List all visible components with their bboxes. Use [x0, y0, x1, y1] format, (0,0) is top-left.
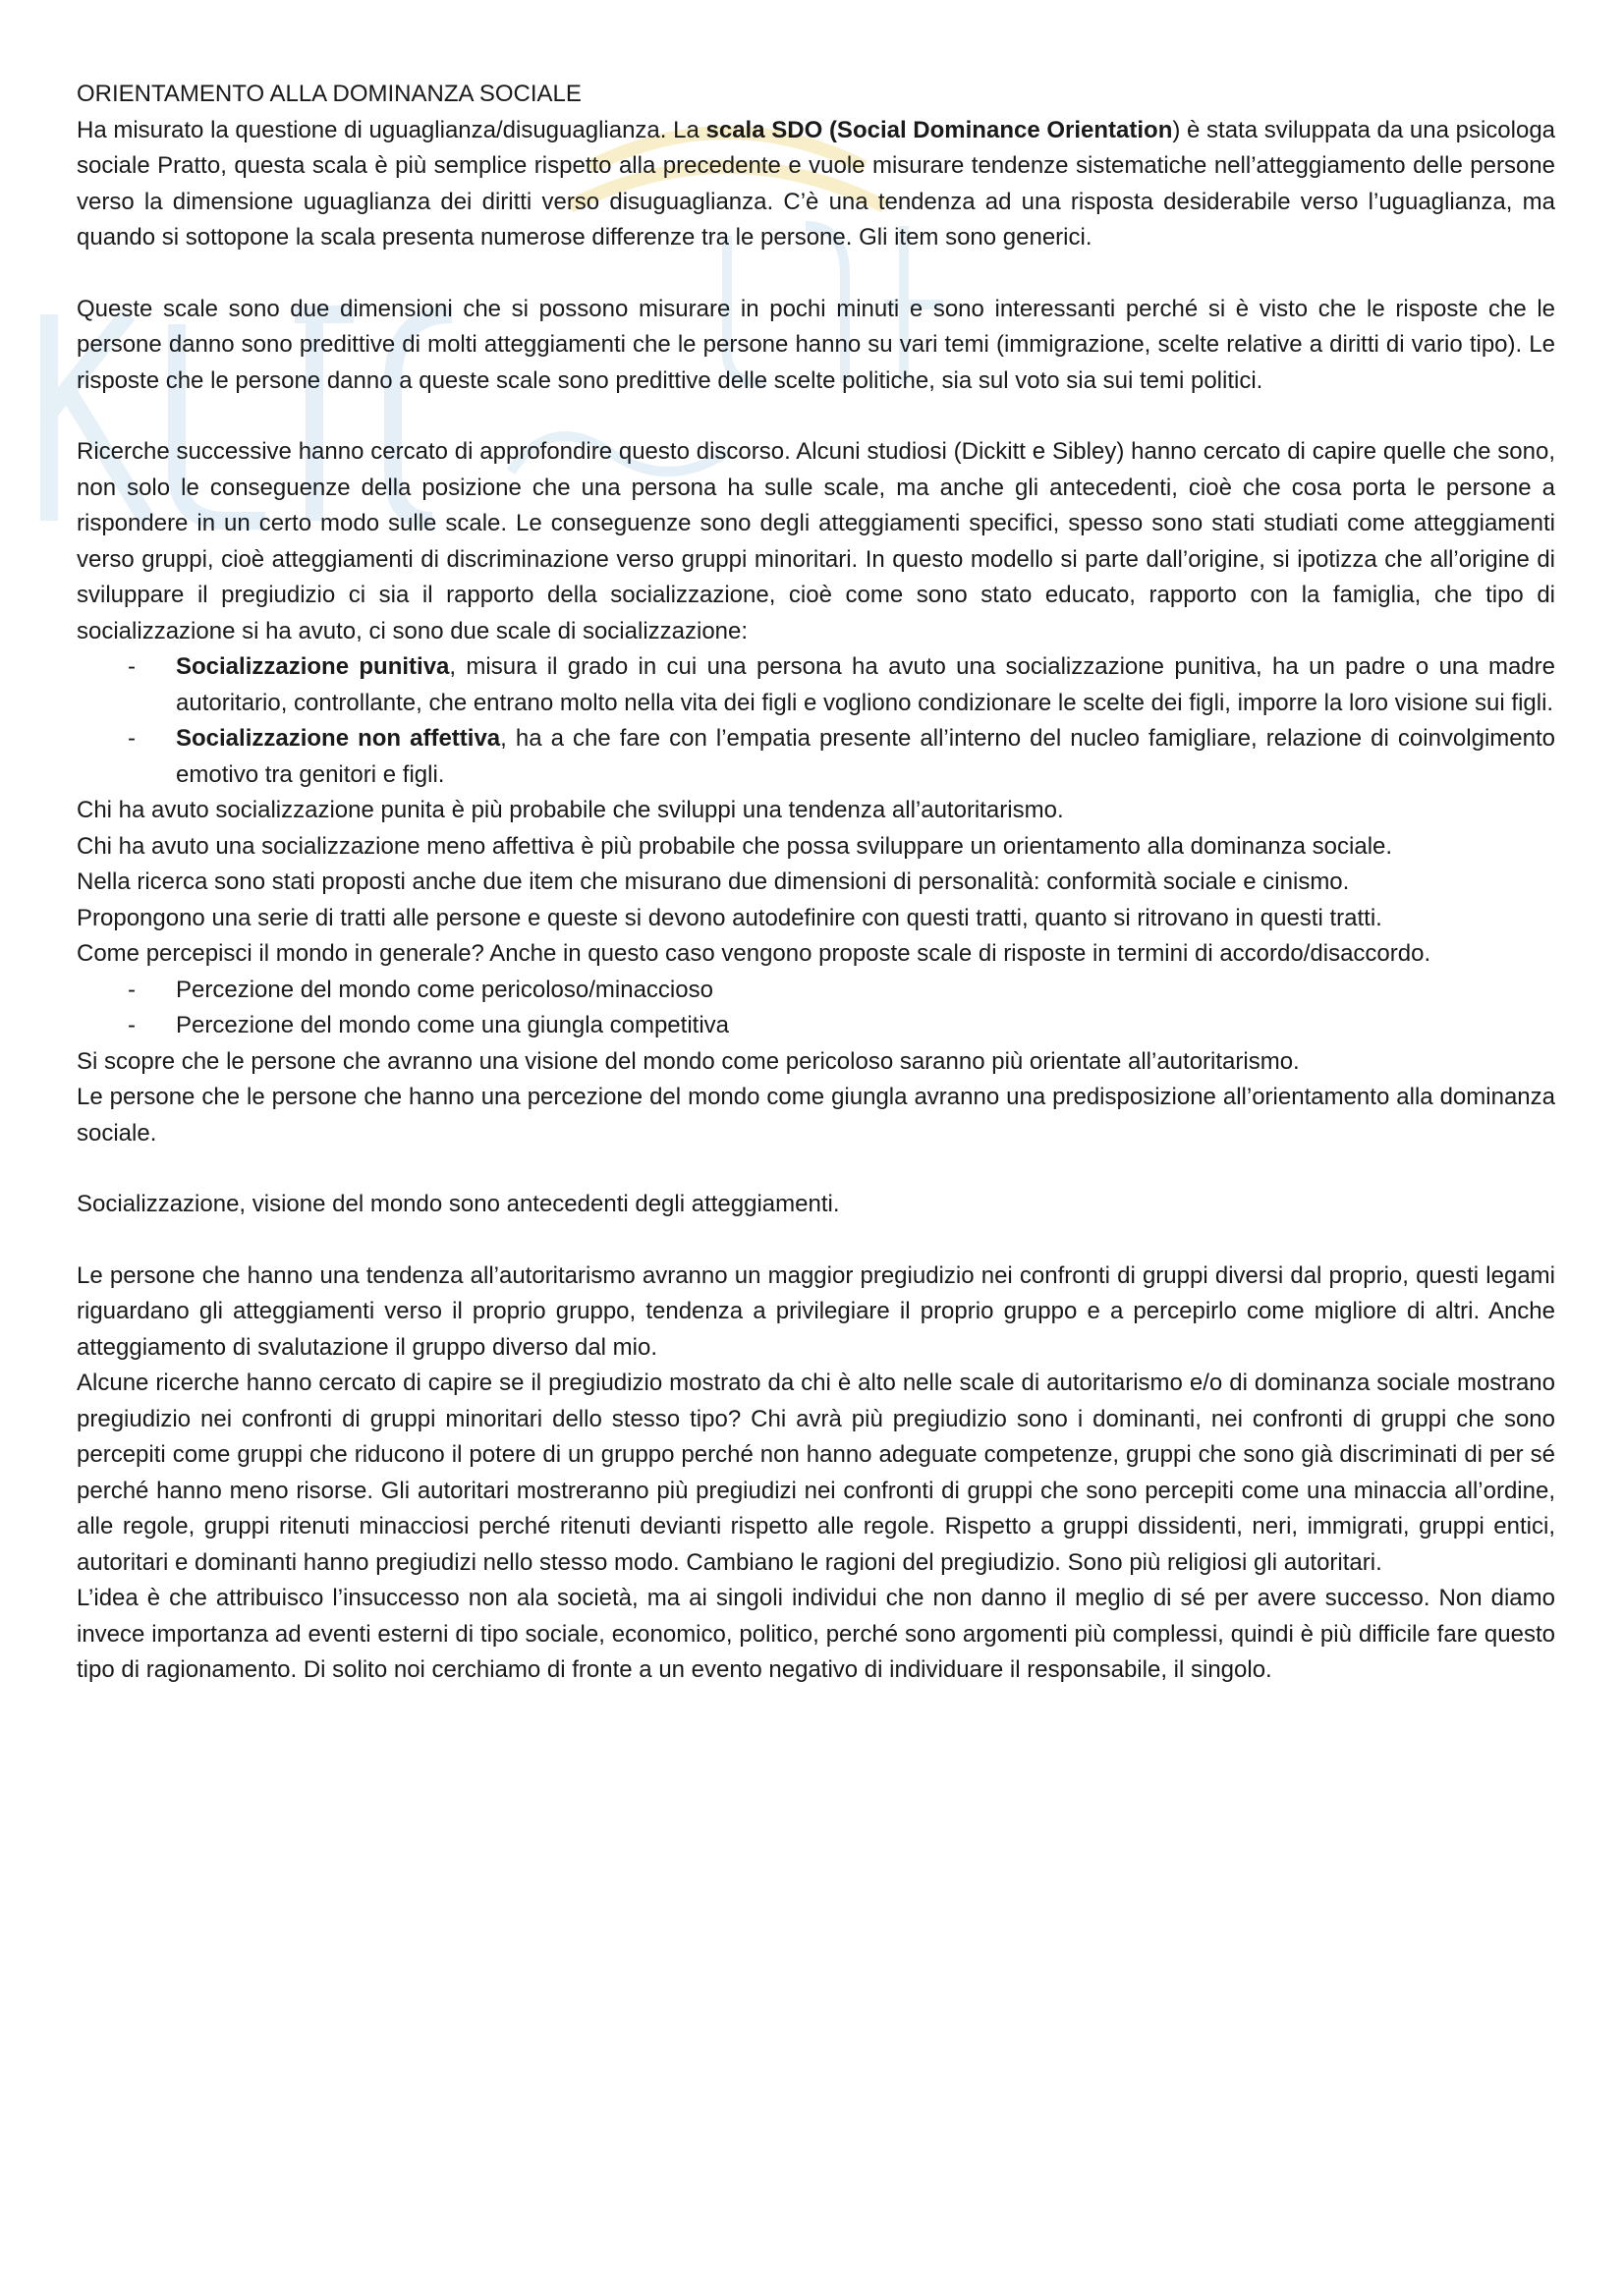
- list-item: - Socializzazione non affettiva, ha a che fare con l’empatia presente all’interno del nucleo famigliare, relazione di coinvolgimento emotivo tra genitori e figli.: [128, 725, 1555, 788]
- paragraph: Le persone che hanno una tendenza all’autoritarismo avranno un maggior pregiudizio nei confronti di gruppi diversi dal proprio, questi legami riguardano gli atteggiamenti verso il proprio gruppo, tendenza a privilegiare il proprio gruppo e a percepirlo come migliore di altri. Anche atteggiamento di svalutazione il gruppo diverso dal mio.: [77, 1261, 1555, 1361]
- paragraph: Nella ricerca sono stati proposti anche due item che misurano due dimensioni di personalità: conformità sociale e cinismo.: [77, 868, 1350, 895]
- document-body: [77, 77, 1555, 1689]
- paragraph: Ricerche successive hanno cercato di approfondire questo discorso. Alcuni studiosi (Dickitt e Sibley) hanno cercato di capire quelle che sono, non solo le conseguenze della posizione che una persona ha sulle scale, ma anche gli antecedenti, cioè che cosa porta le persone a rispondere in un certo modo sulle scale. Le conseguenze sono degli atteggiamenti specifici, spesso sono stati studiati come atteggiamenti verso gruppi, cioè atteggiamenti di discriminazione verso gruppi minoritari. In questo modello si parte dall’origine, si ipotizza che all’origine di sviluppare il pregiudizio ci sia il rapporto della socializzazione, cioè come sono stato educato, rapporto con la famiglia, che tipo di socializzazione si ha avuto, ci sono due scale di socializzazione:: [77, 438, 1555, 644]
- paragraph: Come percepisci il mondo in generale? Anche in questo caso vengono proposte scale di risposte in termini di accordo/disaccordo.: [77, 940, 1431, 967]
- paragraph: Propongono una serie di tratti alle persone e queste si devono autodefinire con questi tratti, quanto si ritrovano in questi tratti.: [77, 904, 1382, 931]
- document-title: ORIENTAMENTO ALLA DOMINANZA SOCIALE: [77, 81, 582, 107]
- paragraph: L’idea è che attribuisco l’insuccesso non ala società, ma ai singoli individui che non danno il meglio di sé per avere successo. Non diamo invece importanza ad eventi esterni di tipo sociale, economico, politico, perché sono argomenti più complessi, quindi è più difficile fare questo tipo di ragionamento. Di solito noi cerchiamo di fronte a un evento negativo di individuare il responsabile, il singolo.: [77, 1585, 1555, 1683]
- paragraph: Chi ha avuto socializzazione punita è più probabile che sviluppi una tendenza all’autoritarismo.: [77, 797, 1064, 823]
- percezione-list: [77, 973, 1555, 1044]
- paragraph: Alcune ricerche hanno cercato di capire se il pregiudizio mostrato da chi è alto nelle scale di autoritarismo e/o di dominanza sociale mostrano pregiudizio nei confronti di gruppi minoritari dello stesso tipo? Chi avrà più pregiudizio sono i dominanti, nei confronti di gruppi che sono percepiti come gruppi che riducono il potere di un gruppo perché non hanno adeguate competenze, gruppi che sono già discriminati di per sé perché hanno meno risorse. Gli autoritari mostreranno più pregiudizi nei confronti di gruppi che sono percepiti come una minaccia all’ordine, alle regole, gruppi ritenuti minacciosi perché ritenuti devianti rispetto alle regole. Rispetto a gruppi dissidenti, neri, immigrati, gruppi entici, autoritari e dominanti hanno pregiudizi nello stesso modo. Cambiano le ragioni del pregiudizio. Sono più religiosi gli autoritari.: [77, 1370, 1555, 1576]
- paragraph: Socializzazione, visione del mondo sono antecedenti degli atteggiamenti.: [77, 1191, 840, 1217]
- paragraph: Le persone che le persone che hanno una percezione del mondo come giungla avranno una predisposizione all’orientamento alla dominanza sociale.: [77, 1084, 1555, 1147]
- socializzazione-list: [77, 649, 1555, 793]
- sdo-term: scala SDO (Social Dominance Orientation: [705, 116, 1173, 143]
- list-item: - Percezione del mondo come pericoloso/minacciosо: [128, 976, 713, 1003]
- paragraph: Ha misurato la questione di uguaglianza/disuguaglianza. La scala SDO (Social Dominance Orientation) è stata sviluppata da una psicologa sociale Pratto, questa scala è più semplice rispetto alla precedente e vuole misurare tendenze sistematiche nell’atteggiamento delle persone verso la dimensione uguaglianza dei diritti verso disuguaglianza. C’è una tendenza ad una risposta desiderabile verso l’uguaglianza, ma quando si sottopone la scala presenta numerose differenze tra le persone. Gli item sono generici.: [77, 116, 1556, 251]
- paragraph: Si scopre che le persone che avranno una visione del mondo come pericoloso saranno più orientate all’autoritarismo.: [77, 1047, 1300, 1075]
- paragraph: Chi ha avuto una socializzazione meno affettiva è più probabile che possa sviluppare un orientamento alla dominanza sociale.: [77, 832, 1393, 860]
- paragraph: Queste scale sono due dimensioni che si possono misurare in pochi minuti e sono interessanti perché si è visto che le risposte che le persone danno sono predittive di molti atteggiamenti che le persone hanno su vari temi (immigrazione, scelte relative a diritti di vario tipo). Le risposte che le persone danno a queste scale sono predittive delle scelte politiche, sia sul voto sia sui temi politici.: [77, 295, 1555, 394]
- list-item: - Percezione del mondo come una giungla competitiva: [128, 1012, 730, 1038]
- list-item: - Socializzazione punitiva, misura il grado in cui una persona ha avuto una socializzazione punitiva, ha un padre o una madre autoritario, controllante, che entrano molto nella vita dei figli e vogliono condizionare le scelte dei figli, imporre la loro visione sui figli.: [128, 653, 1555, 716]
